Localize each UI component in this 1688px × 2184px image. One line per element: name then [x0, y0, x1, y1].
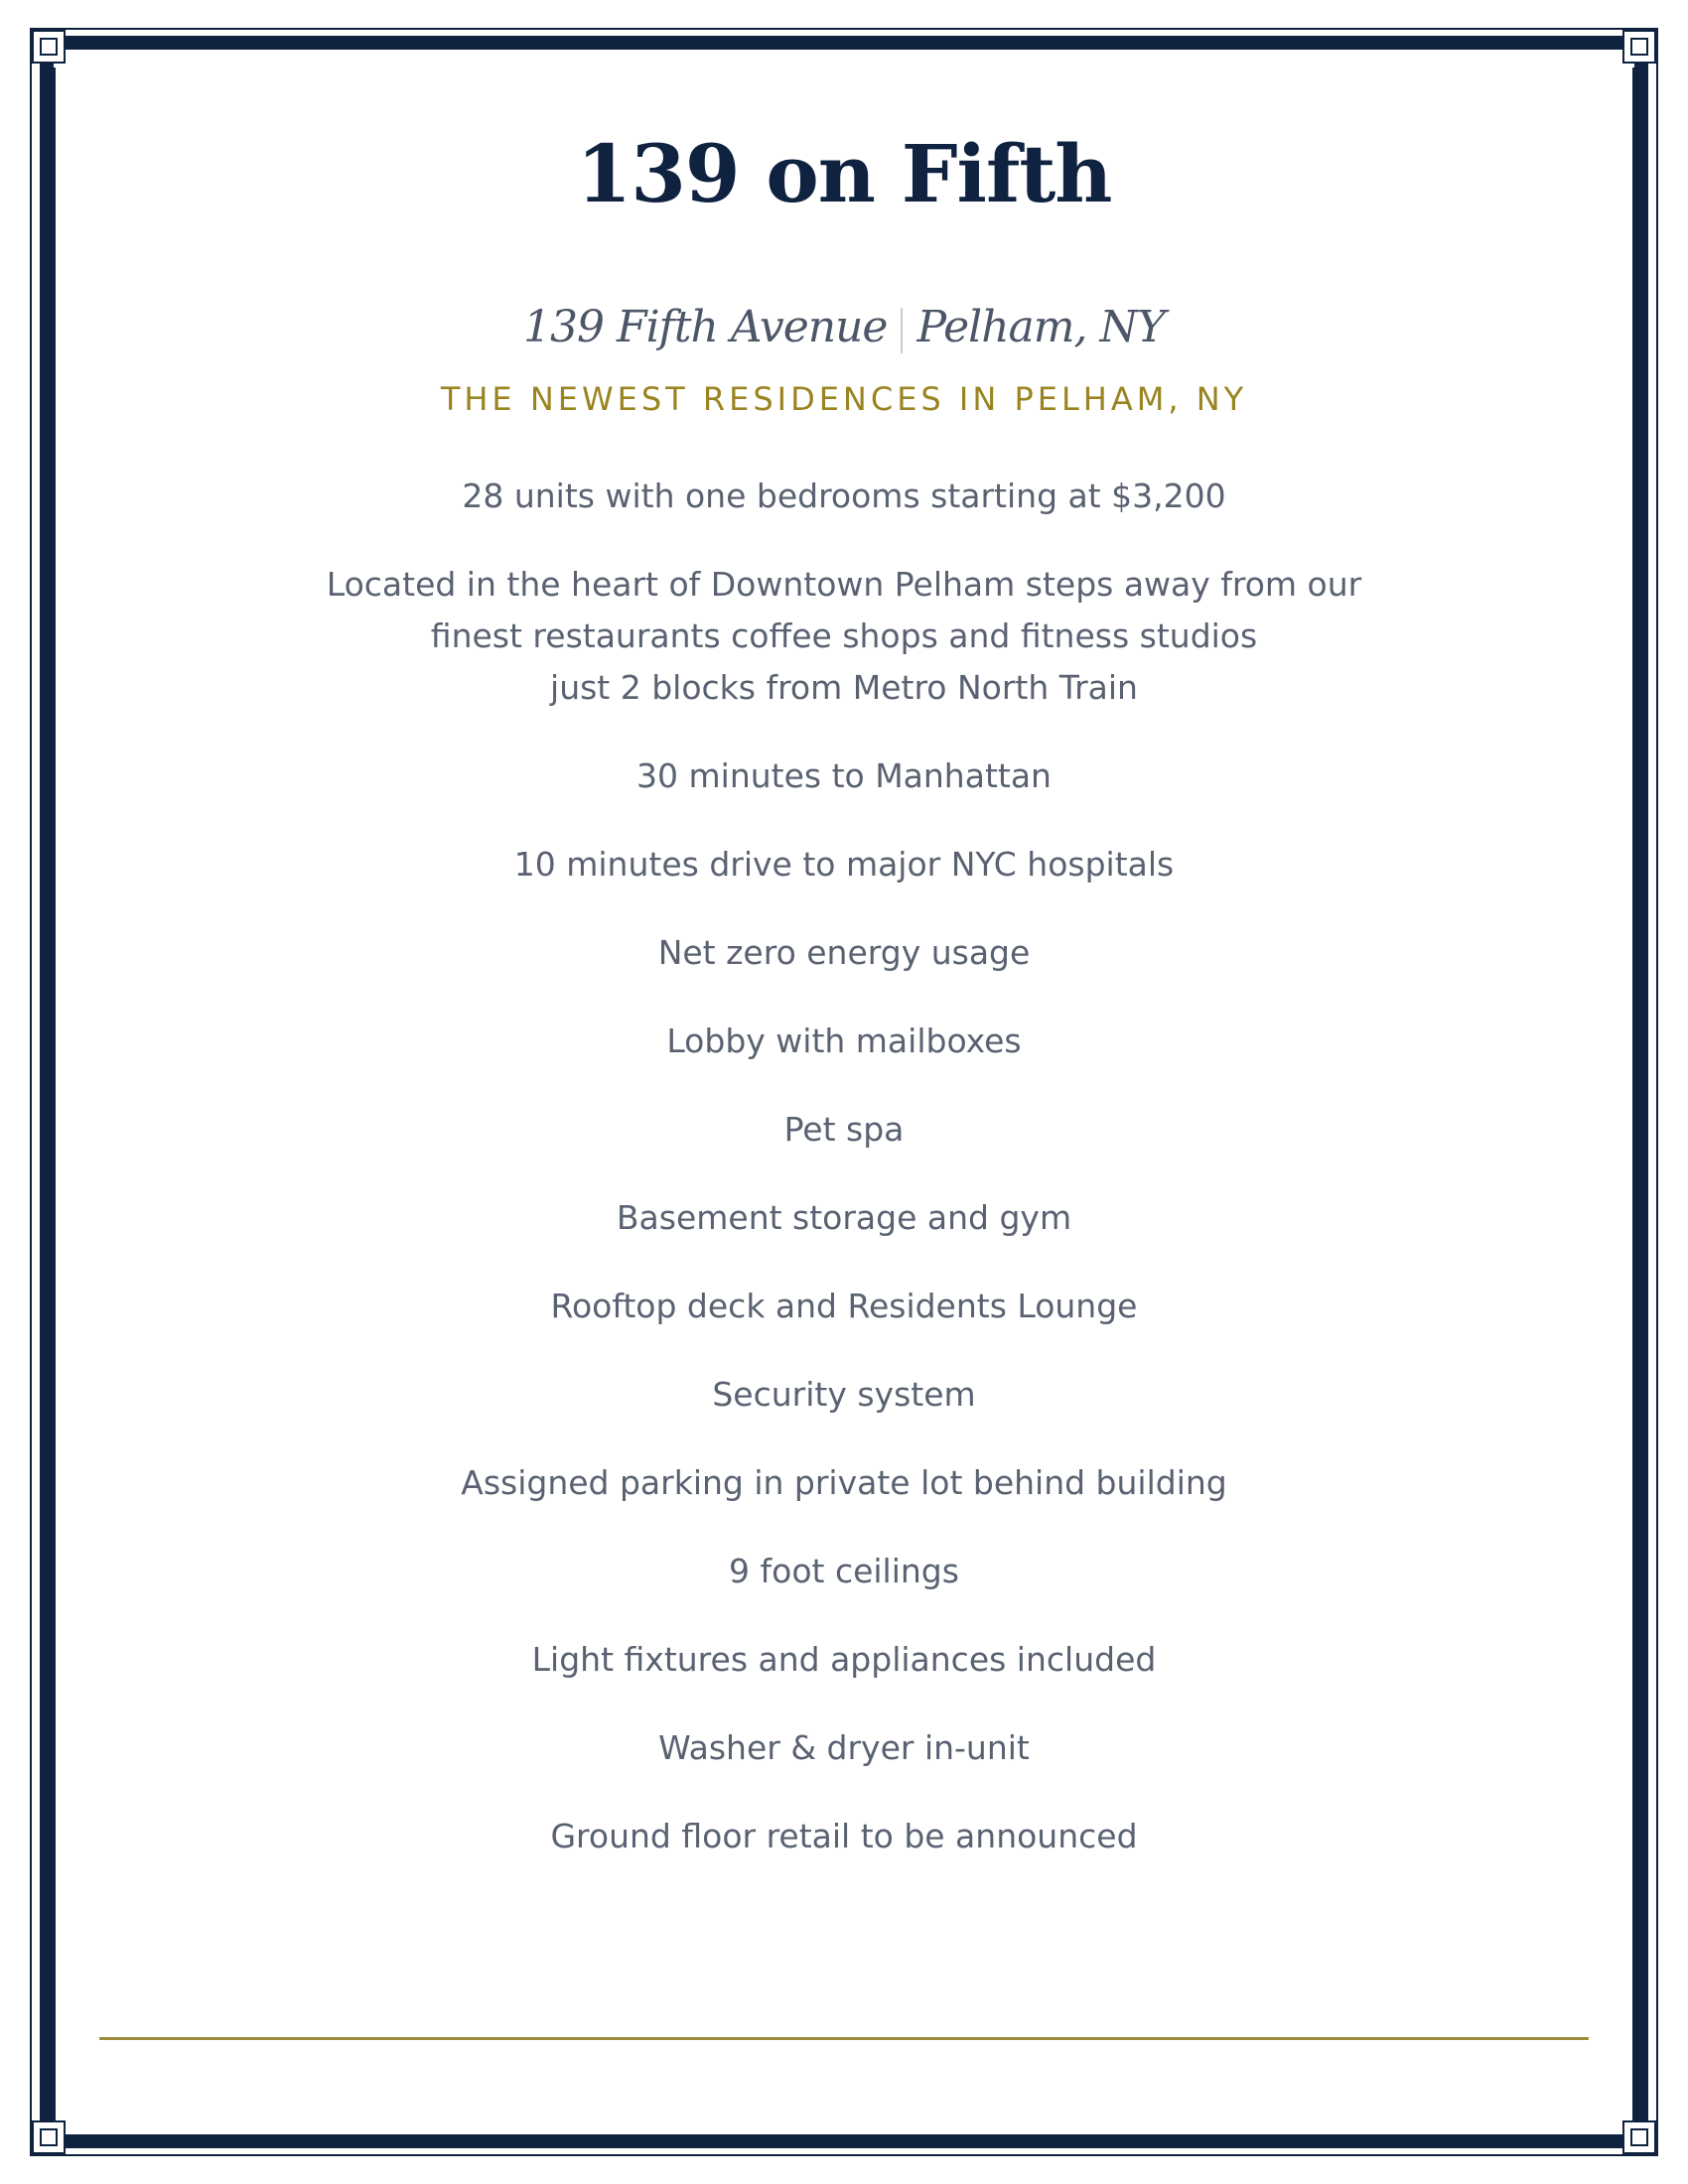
tagline: THE NEWEST RESIDENCES IN PELHAM, NY — [440, 380, 1248, 418]
address-separator — [901, 308, 903, 353]
feature-line: Located in the heart of Downtown Pelham steps away from our — [326, 565, 1362, 604]
feature-line: Rooftop deck and Residents Lounge — [550, 1287, 1138, 1325]
feature-item — [99, 1811, 1589, 1862]
flyer-content — [99, 119, 1589, 1899]
feature-line: Security system — [712, 1375, 976, 1414]
feature-line: finest restaurants coffee shops and fitness studios — [430, 616, 1258, 655]
footer-divider — [99, 2037, 1589, 2040]
feature-line: Net zero energy usage — [657, 933, 1031, 972]
feature-line: Ground floor retail to be announced — [550, 1817, 1138, 1855]
feature-item — [99, 927, 1589, 979]
feature-item — [99, 471, 1589, 522]
corner-ornament-bottom-right — [1622, 2120, 1656, 2154]
feature-line: 10 minutes drive to major NYC hospitals — [513, 845, 1175, 884]
feature-item — [99, 1104, 1589, 1156]
feature-item — [99, 751, 1589, 802]
corner-ornament-bottom-left — [32, 2120, 66, 2154]
feature-item — [99, 839, 1589, 890]
address-city: Pelham, NY — [916, 302, 1166, 352]
feature-item — [99, 1634, 1589, 1686]
feature-item — [99, 1546, 1589, 1597]
corner-ornament-top-left — [32, 30, 66, 64]
feature-line: 28 units with one bedrooms starting at $3,200 — [462, 477, 1226, 515]
property-title: 139 on Fifth — [576, 127, 1112, 220]
feature-line: Basement storage and gym — [616, 1198, 1072, 1237]
corner-ornament-top-right — [1622, 30, 1656, 64]
feature-item — [99, 1457, 1589, 1509]
feature-line: Pet spa — [783, 1110, 905, 1149]
feature-item — [99, 1369, 1589, 1421]
feature-list — [99, 471, 1589, 1862]
feature-item — [99, 1016, 1589, 1067]
feature-line: Light fixtures and appliances included — [531, 1640, 1157, 1679]
feature-item — [99, 559, 1589, 714]
feature-item — [99, 1281, 1589, 1332]
feature-line: Assigned parking in private lot behind building — [461, 1463, 1227, 1502]
address-street: 139 Fifth Avenue — [522, 302, 888, 352]
feature-line: Washer & dryer in-unit — [658, 1728, 1030, 1767]
feature-line: 30 minutes to Manhattan — [636, 756, 1052, 795]
property-address — [99, 298, 1589, 357]
feature-line: Lobby with mailboxes — [666, 1022, 1022, 1060]
feature-item — [99, 1722, 1589, 1774]
feature-line: just 2 blocks from Metro North Train — [550, 668, 1138, 707]
feature-line: 9 foot ceilings — [729, 1552, 959, 1590]
feature-item — [99, 1192, 1589, 1244]
